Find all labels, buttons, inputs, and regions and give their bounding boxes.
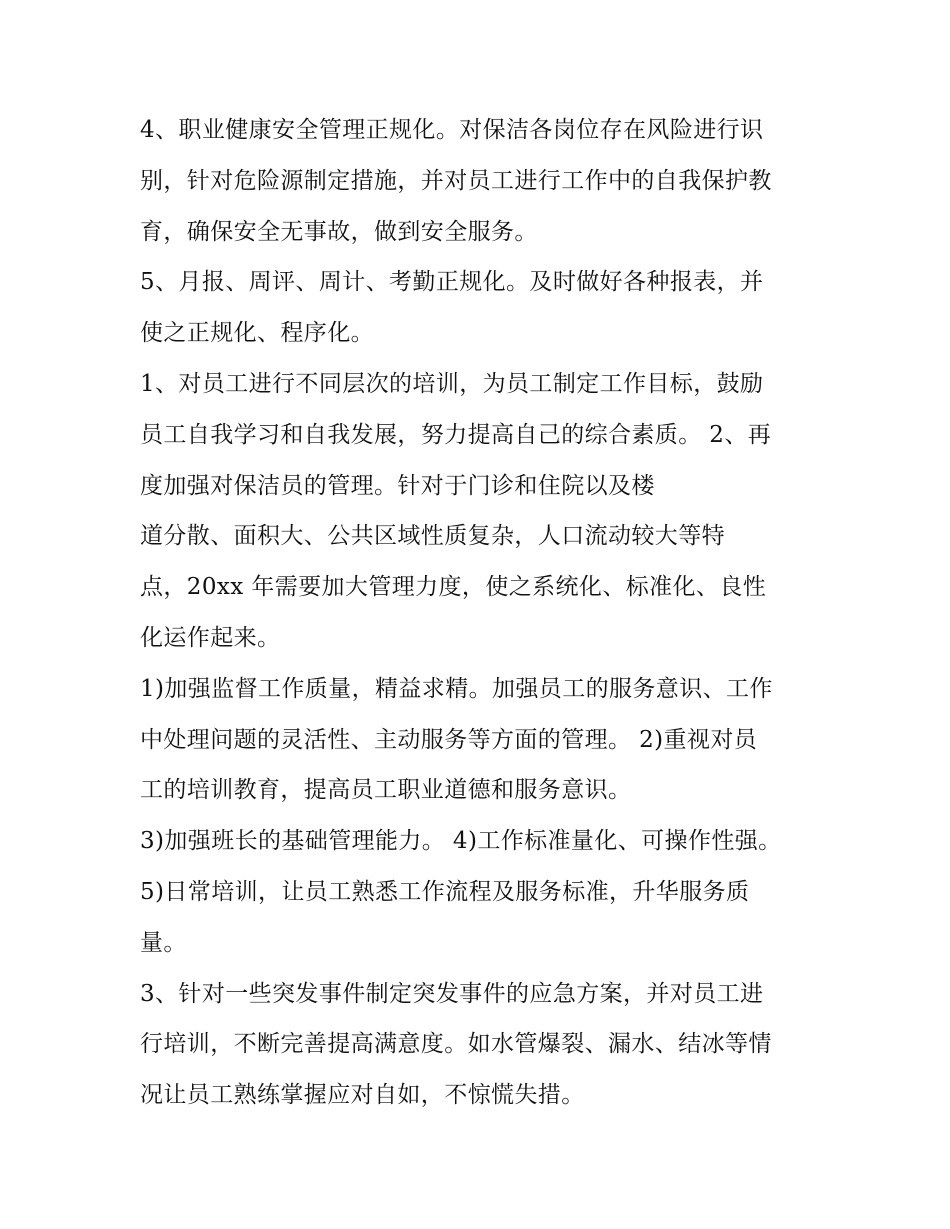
text-line: 化运作起来。 <box>140 624 281 651</box>
text-line: 3、针对一些突发事件制定突发事件的应急方案，并对员工进 <box>140 980 764 1007</box>
text-line: 点，20xx 年需要加大管理力度，使之系统化、标准化、良性 <box>140 574 767 601</box>
document-body <box>140 105 820 1121</box>
text-line: 况让员工熟练掌握应对自如，不惊慌失措。 <box>140 1082 585 1109</box>
text-line: 5)日常培训，让员工熟悉工作流程及服务标准，升华服务质 <box>140 878 750 905</box>
text-line: 员工自我学习和自我发展，努力提高自己的综合素质。 2、再 <box>140 421 772 448</box>
text-line: 育，确保安全无事故，做到安全服务。 <box>140 218 538 245</box>
text-line: 别，针对危险源制定措施，并对员工进行工作中的自我保护教 <box>140 167 772 194</box>
text-line: 5、月报、周评、周计、考勤正规化。及时做好各种报表，并 <box>140 269 764 296</box>
text-line: 量。 <box>140 929 187 956</box>
text-line: 4、职业健康安全管理正规化。对保洁各岗位存在风险进行识 <box>140 117 764 143</box>
text-line: 3)加强班长的基础管理能力。 4)工作标准量化、可操作性强。 <box>140 828 782 855</box>
text-line: 道分散、面积大、公共区域性质复杂，人口流动较大等特 <box>140 523 725 550</box>
text-line: 使之正规化、程序化。 <box>140 320 374 347</box>
text-line: 1)加强监督工作质量，精益求精。加强员工的服务意识、工作 <box>140 675 773 702</box>
text-line: 工的培训教育，提高员工职业道德和服务意识。 <box>140 777 632 804</box>
text-line: 中处理问题的灵活性、主动服务等方面的管理。 2)重视对员 <box>140 726 758 753</box>
text-line: 行培训，不断完善提高满意度。如水管爆裂、漏水、结冰等情 <box>140 1031 772 1058</box>
text-line: 度加强对保洁员的管理。针对于门诊和住院以及楼 <box>140 472 655 499</box>
text-line: 1、对员工进行不同层次的培训，为员工制定工作目标，鼓励 <box>140 370 764 397</box>
